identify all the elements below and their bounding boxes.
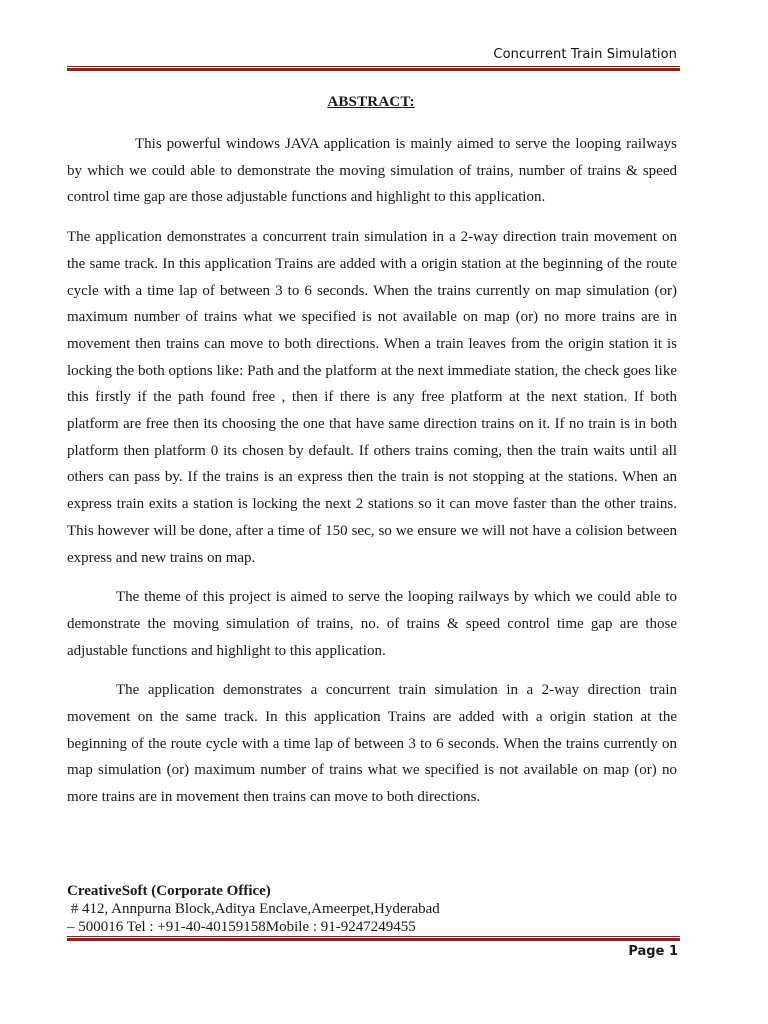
page-number: Page 1 <box>628 944 678 959</box>
abstract-heading: ABSTRACT: <box>327 94 415 110</box>
footer-address-line-2: – 500016 Tel : +91-40-40159158Mobile : 91-9247249455 <box>67 919 416 935</box>
abstract-paragraph-1: This powerful windows JAVA application is mainly aimed to serve the looping railways by which we could able to demonstrate the moving simulation of trains, number of trains & speed control time gap are those adjustable functions and highlight to this application. <box>67 136 677 206</box>
abstract-paragraph-2: The application demonstrates a concurrent train simulation in a 2-way direction train movement on the same track. In this application Trains are added with a origin station at the beginning of the route cycle with a time lap of between 3 to 6 seconds. When the trains currently on map simulation (or) maximum number of trains what we specified is not available on map (or) no more trains are in movement then trains can move to both directions. When a train leaves from the origin station it is locking the both options like: Path and the platform at the next immediate station, the check goes like this firstly if the path found free , then if there is any free platform at the next station. If both platform are free then its choosing the one that have same direction trains on it. If no train is in both platform then platform 0 its chosen by default. If others trains coming, then the train waits until all others can pass by. If the trains is an express then the train is not stopping at the stations. When an express train exits a station is locking the next 2 stations so it can move faster than the other trains. This however will be done, after a time of 150 sec, so we ensure we will not have a colision between express and new trains on map. <box>67 229 677 566</box>
footer-company-name: CreativeSoft (Corporate Office) <box>67 883 271 899</box>
header-title: Concurrent Train Simulation <box>493 47 677 62</box>
header-rule-thin <box>67 66 680 67</box>
footer-address-line-1: # 412, Annpurna Block,Aditya Enclave,Ameerpet,Hyderabad <box>67 901 440 917</box>
footer-rule-thick <box>67 938 680 941</box>
abstract-body <box>67 131 677 824</box>
abstract-paragraph-3: The theme of this project is aimed to serve the looping railways by which we could able to demonstrate the moving simulation of trains, no. of trains & speed control time gap are those adjustable functions and highlight to this application. <box>67 589 677 659</box>
header-rule-thick <box>67 68 680 71</box>
abstract-paragraph-4: The application demonstrates a concurrent train simulation in a 2-way direction train movement on the same track. In this application Trains are added with a origin station at the beginning of the route cycle with a time lap of between 3 to 6 seconds. When the trains currently on map simulation (or) maximum number of trains what we specified is not available on map (or) no more trains are in movement then trains can move to both directions. <box>67 682 677 806</box>
footer-address-block <box>67 882 440 936</box>
footer-rule-thin <box>67 936 680 937</box>
